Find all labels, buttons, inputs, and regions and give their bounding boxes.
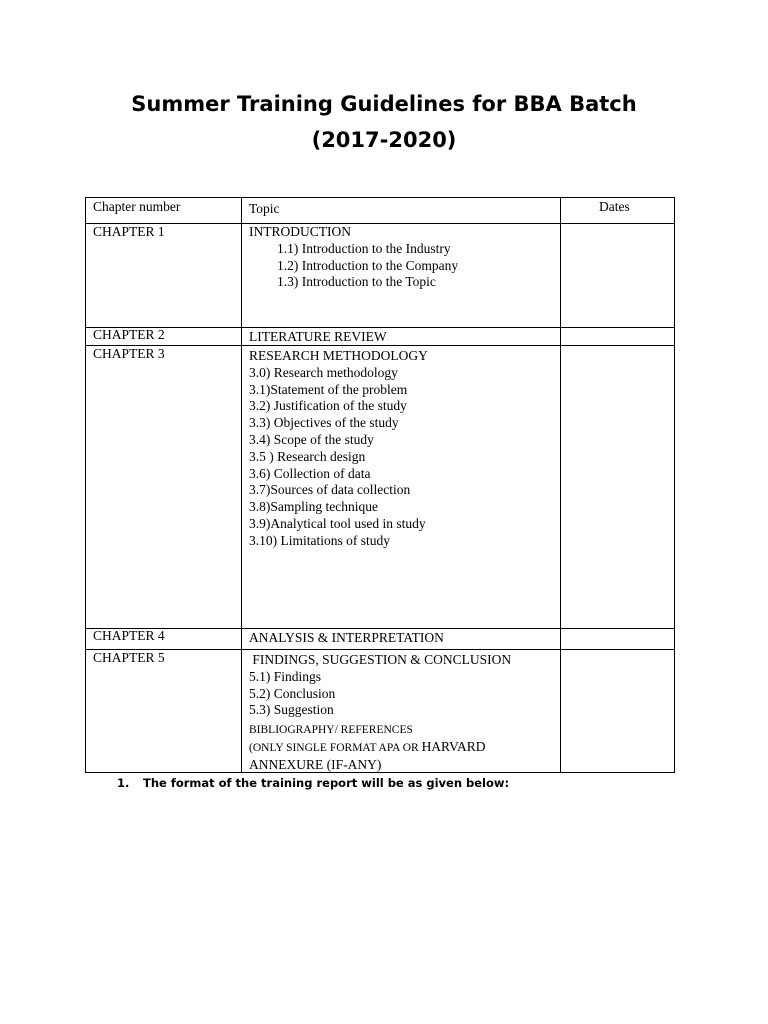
format-note	[249, 739, 511, 757]
bibliography-label: BIBLIOGRAPHY/ REFERENCES	[249, 724, 413, 737]
row-5-subitem: 5.2) Conclusion	[249, 685, 336, 701]
row-1-topic-title: INTRODUCTION	[249, 224, 351, 239]
row-divider	[86, 327, 674, 328]
row-5-subitem: 5.1) Findings	[249, 668, 322, 684]
row-3-subitem: 3.1)Statement of the problem	[249, 381, 408, 397]
title-line-2: (2017-2020)	[311, 128, 457, 152]
header-chapter-number: Chapter number	[93, 199, 181, 214]
row-3-subitem: 3.7)Sources of data collection	[249, 482, 411, 498]
row-2-chapter: CHAPTER 2	[93, 327, 165, 342]
row-1-subitem: 1.1) Introduction to the Industry	[277, 240, 451, 256]
row-5-subitem: 5.3) Suggestion	[249, 702, 334, 718]
row-3-topic-title: RESEARCH METHODOLOGY	[249, 348, 428, 363]
row-1-subitem: 1.3) Introduction to the Topic	[277, 274, 436, 290]
row-3-subitem: 3.9)Analytical tool used in study	[249, 515, 426, 531]
row-5-chapter: CHAPTER 5	[93, 650, 165, 665]
format-instruction	[117, 776, 509, 790]
format-note-suffix: HARVARD	[421, 738, 486, 754]
column-divider	[241, 198, 242, 772]
row-3-subitem: 3.6) Collection of data	[249, 465, 371, 481]
page-title	[0, 86, 768, 158]
row-3-subitem: 3.2) Justification of the study	[249, 398, 407, 414]
column-divider	[560, 198, 561, 772]
row-divider	[86, 628, 674, 629]
row-5-topic	[249, 652, 511, 774]
row-divider	[86, 649, 674, 650]
header-topic: Topic	[249, 201, 280, 216]
row-4-topic: ANALYSIS & INTERPRETATION	[249, 630, 444, 645]
row-4-chapter: CHAPTER 4	[93, 628, 165, 643]
format-note-prefix: (ONLY SINGLE FORMAT APA OR	[249, 741, 422, 754]
row-3-subitem: 3.3) Objectives of the study	[249, 415, 399, 431]
list-number: 1.	[117, 776, 130, 790]
row-3-subitem: 3.5 ) Research design	[249, 448, 366, 464]
row-5-topic-title: FINDINGS, SUGGESTION & CONCLUSION	[249, 652, 512, 667]
header-dates: Dates	[599, 199, 630, 214]
row-2-topic: LITERATURE REVIEW	[249, 329, 387, 344]
row-1-topic	[249, 224, 458, 291]
format-instruction-text: The format of the training report will be as given below:	[143, 776, 510, 790]
row-3-subitem: 3.8)Sampling technique	[249, 499, 378, 515]
row-3-topic	[249, 348, 428, 550]
row-1-chapter: CHAPTER 1	[93, 224, 165, 239]
chapter-table	[85, 197, 675, 773]
row-1-subitem: 1.2) Introduction to the Company	[277, 257, 459, 273]
row-3-subitem: 3.10) Limitations of study	[249, 532, 390, 548]
annexure-label: ANNEXURE (IF-ANY)	[249, 756, 382, 772]
row-3-chapter: CHAPTER 3	[93, 346, 165, 361]
row-3-subitem: 3.0) Research methodology	[249, 364, 398, 380]
title-line-1: Summer Training Guidelines for BBA Batch	[131, 92, 637, 116]
row-3-subitem: 3.4) Scope of the study	[249, 431, 374, 447]
